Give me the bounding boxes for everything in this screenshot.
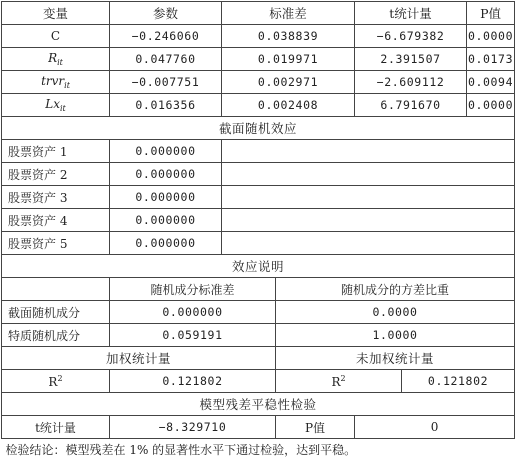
stock-asset-label: 股票资产 4 bbox=[2, 209, 110, 232]
p-value: 0.0000 bbox=[467, 94, 515, 117]
stock-asset-effect: 0.000000 bbox=[110, 140, 222, 163]
header-p-value: P值 bbox=[467, 2, 515, 25]
header-t-statistic: t统计量 bbox=[355, 2, 467, 25]
stationarity-p-value: 0 bbox=[355, 416, 515, 439]
random-sd-header: 随机成分标准差 bbox=[110, 278, 276, 301]
p-value: 0.0000 bbox=[467, 25, 515, 48]
variance-ratio-value: 0.0000 bbox=[276, 301, 515, 324]
stock-asset-effect: 0.000000 bbox=[110, 163, 222, 186]
effect-component-label: 截面随机成分 bbox=[2, 301, 110, 324]
std-error-value: 0.002408 bbox=[222, 94, 355, 117]
std-error-value: 0.038839 bbox=[222, 25, 355, 48]
section-heading-row bbox=[2, 255, 515, 278]
section-heading-row bbox=[2, 347, 515, 370]
table-row bbox=[2, 232, 515, 255]
section-heading-row bbox=[2, 393, 515, 416]
effects-specification-title: 效应说明 bbox=[2, 255, 515, 278]
section-heading-row bbox=[2, 117, 515, 140]
variance-ratio-header: 随机成分的方差比重 bbox=[276, 278, 515, 301]
table-row bbox=[2, 140, 515, 163]
coefficient-value: 0.047760 bbox=[110, 48, 222, 71]
stationarity-p-label: P值 bbox=[276, 416, 355, 439]
cross-section-effects-title: 截面随机效应 bbox=[2, 117, 515, 140]
unweighted-r2-label bbox=[276, 370, 402, 393]
variable-name-cell bbox=[2, 48, 110, 71]
test-conclusion: 检验结论：模型残差在 1% 的显著性水平下通过检验，达到平稳。 bbox=[2, 439, 515, 461]
unweighted-r2-value: 0.121802 bbox=[402, 370, 515, 393]
variable-subscript: it bbox=[57, 58, 63, 67]
random-sd-value: 0.000000 bbox=[110, 301, 276, 324]
stationarity-test-title: 模型残差平稳性检验 bbox=[2, 393, 515, 416]
weighted-r2-value: 0.121802 bbox=[110, 370, 276, 393]
table-row bbox=[2, 370, 515, 393]
std-error-value: 0.019971 bbox=[222, 48, 355, 71]
variance-ratio-value: 1.0000 bbox=[276, 324, 515, 347]
effect-component-label: 特质随机成分 bbox=[2, 324, 110, 347]
table-row bbox=[2, 186, 515, 209]
table-row bbox=[2, 416, 515, 439]
std-error-value: 0.002971 bbox=[222, 71, 355, 94]
stock-asset-effect: 0.000000 bbox=[110, 232, 222, 255]
empty-cell bbox=[222, 186, 515, 209]
stock-asset-effect: 0.000000 bbox=[110, 209, 222, 232]
t-statistic-value: 6.791670 bbox=[355, 94, 467, 117]
stock-asset-effect: 0.000000 bbox=[110, 186, 222, 209]
empty-cell bbox=[222, 232, 515, 255]
header-std-error: 标准差 bbox=[222, 2, 355, 25]
variable-name: C bbox=[2, 25, 110, 48]
t-statistic-value: −6.679382 bbox=[355, 25, 467, 48]
r2-letter: R bbox=[48, 374, 58, 389]
coefficient-value: −0.007751 bbox=[110, 71, 222, 94]
variable-name-cell bbox=[2, 71, 110, 94]
header-coefficient: 参数 bbox=[110, 2, 222, 25]
empty-cell bbox=[222, 140, 515, 163]
table-row bbox=[2, 209, 515, 232]
regression-results-table-page bbox=[1, 1, 514, 470]
table-row bbox=[2, 163, 515, 186]
empty-cell bbox=[222, 209, 515, 232]
r2-superscript: 2 bbox=[340, 373, 346, 383]
table-row bbox=[2, 25, 515, 48]
t-statistic-value: −2.609112 bbox=[355, 71, 467, 94]
stock-asset-label: 股票资产 3 bbox=[2, 186, 110, 209]
conclusion-row bbox=[2, 439, 515, 461]
p-value: 0.0094 bbox=[467, 71, 515, 94]
random-sd-value: 0.059191 bbox=[110, 324, 276, 347]
table-row bbox=[2, 301, 515, 324]
variable-name: Lx bbox=[45, 97, 60, 111]
stationarity-t-value: −8.329710 bbox=[110, 416, 276, 439]
table-row bbox=[2, 278, 515, 301]
coefficient-value: −0.246060 bbox=[110, 25, 222, 48]
weighted-r2-label bbox=[2, 370, 110, 393]
stationarity-t-label: t统计量 bbox=[2, 416, 110, 439]
stock-asset-label: 股票资产 1 bbox=[2, 140, 110, 163]
stock-asset-label: 股票资产 2 bbox=[2, 163, 110, 186]
table-header-row bbox=[2, 2, 515, 25]
r2-superscript: 2 bbox=[57, 373, 63, 383]
weighted-stats-title: 加权统计量 bbox=[2, 347, 276, 370]
variable-subscript: it bbox=[59, 104, 66, 113]
unweighted-stats-title: 未加权统计量 bbox=[276, 347, 515, 370]
table-row bbox=[2, 48, 515, 71]
regression-results-table bbox=[1, 1, 515, 460]
empty-cell bbox=[2, 278, 110, 301]
t-statistic-value: 2.391507 bbox=[355, 48, 467, 71]
table-row bbox=[2, 324, 515, 347]
p-value: 0.0173 bbox=[467, 48, 515, 71]
r2-letter: R bbox=[331, 374, 341, 389]
empty-cell bbox=[222, 163, 515, 186]
table-row bbox=[2, 94, 515, 117]
header-variable: 变量 bbox=[2, 2, 110, 25]
variable-subscript: it bbox=[64, 81, 70, 90]
stock-asset-label: 股票资产 5 bbox=[2, 232, 110, 255]
variable-name: R bbox=[48, 51, 58, 65]
variable-name-cell bbox=[2, 94, 110, 117]
variable-name: trvr bbox=[41, 74, 65, 88]
coefficient-value: 0.016356 bbox=[110, 94, 222, 117]
table-row bbox=[2, 71, 515, 94]
